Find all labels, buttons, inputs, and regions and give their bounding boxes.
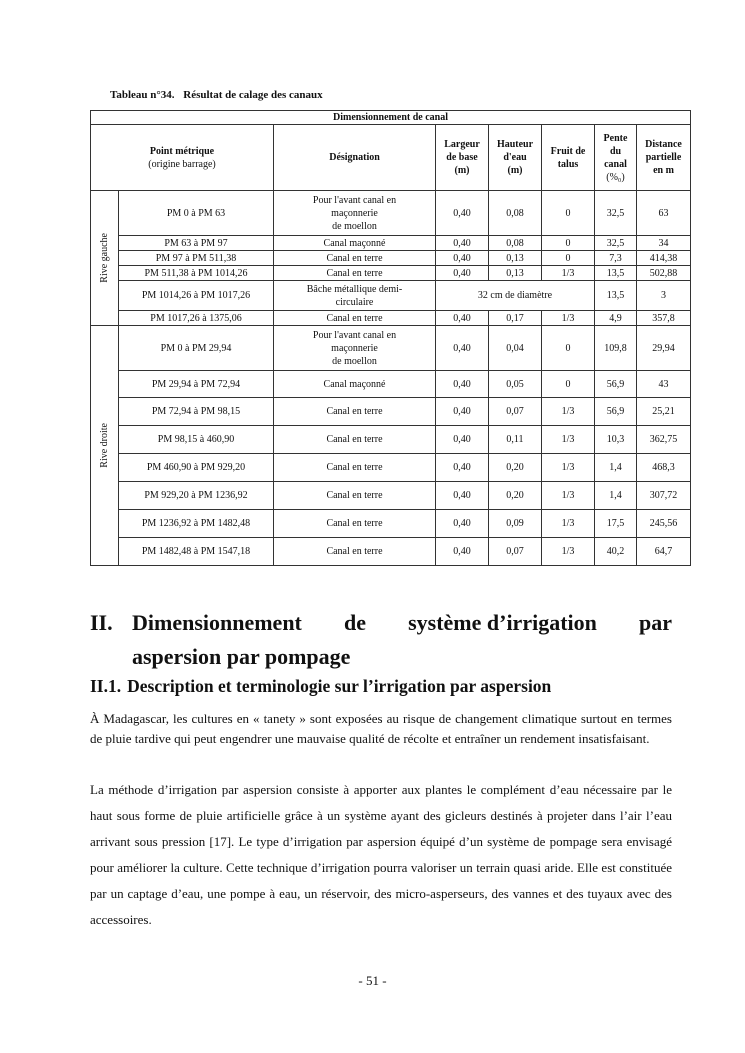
cell-fruit: 0	[542, 191, 595, 236]
cell-distance: 362,75	[637, 426, 691, 454]
cell-designation: Canal maçonné	[274, 371, 436, 398]
subsection-number: II.1.	[90, 676, 122, 696]
section-heading	[90, 606, 672, 674]
cell-pm: PM 98,15 à 460,90	[119, 426, 274, 454]
cell-fruit: 0	[542, 251, 595, 266]
cell-distance: 64,7	[637, 538, 691, 566]
cell-largeur: 0,40	[436, 482, 489, 510]
cell-fruit: 1/3	[542, 311, 595, 326]
table-caption-number: Tableau n°34.	[110, 89, 175, 101]
table-row	[91, 482, 691, 510]
header-largeur: Largeur de base (m)	[436, 125, 489, 191]
cell-pente: 56,9	[595, 398, 637, 426]
table-row	[91, 371, 691, 398]
cell-pente: 10,3	[595, 426, 637, 454]
cell-designation: Canal en terre	[274, 251, 436, 266]
cell-fruit: 1/3	[542, 426, 595, 454]
cell-hauteur: 0,05	[489, 371, 542, 398]
cell-distance: 34	[637, 236, 691, 251]
subsection-heading	[90, 676, 551, 697]
cell-pente: 40,2	[595, 538, 637, 566]
cell-fruit: 0	[542, 326, 595, 371]
table-row	[91, 281, 691, 311]
cell-pente: 13,5	[595, 266, 637, 281]
section-heading-word: de	[343, 610, 366, 635]
section-number: II.	[90, 610, 113, 635]
cell-largeur: 0,40	[436, 266, 489, 281]
cell-diameter-merged: 32 cm de diamètre	[436, 281, 595, 311]
cell-fruit: 1/3	[542, 482, 595, 510]
cell-pente: 4,9	[595, 311, 637, 326]
cell-hauteur: 0,04	[489, 326, 542, 371]
cell-designation: Canal en terre	[274, 398, 436, 426]
cell-pm: PM 0 à PM 29,94	[119, 326, 274, 371]
group-header: Dimensionnement de canal	[91, 111, 691, 125]
cell-hauteur: 0,20	[489, 454, 542, 482]
paragraph-2: La méthode d’irrigation par aspersion consiste à apporter aux plantes le complément d’eau nécessaire par le haut sous forme de pluie artificielle grâce à un système ayant des gicleurs destinés à projeter dans l’air l’eau arrivant sous pression [17]. Le type d’irrigation par aspersion équipé d’un système de pompage sera envisagé pour améliorer la culture. Cette technique d’irrigation pourra valoriser un terrain quasi aride. Elle est constituée par un captage d’eau, une pompe à eau, un réservoir, des micro-asperseurs, des vannes et des tuyaux avec des accessoires.	[90, 782, 672, 927]
cell-designation: Canal en terre	[274, 510, 436, 538]
cell-pente: 32,5	[595, 191, 637, 236]
cell-pente: 1,4	[595, 482, 637, 510]
header-point-metrique: Point métrique (origine barrage)	[91, 125, 274, 191]
cell-largeur: 0,40	[436, 191, 489, 236]
cell-hauteur: 0,07	[489, 398, 542, 426]
cell-hauteur: 0,20	[489, 482, 542, 510]
cell-hauteur: 0,13	[489, 266, 542, 281]
cell-largeur: 0,40	[436, 426, 489, 454]
table-row	[91, 311, 691, 326]
cell-pente: 7,3	[595, 251, 637, 266]
cell-distance: 414,38	[637, 251, 691, 266]
cell-hauteur: 0,08	[489, 191, 542, 236]
cell-designation: Canal maçonné	[274, 236, 436, 251]
subsection-title: Description et terminologie sur l’irrigation par aspersion	[127, 676, 552, 696]
cell-largeur: 0,40	[436, 371, 489, 398]
cell-designation: Canal en terre	[274, 426, 436, 454]
cell-distance: 43	[637, 371, 691, 398]
cell-pm: PM 72,94 à PM 98,15	[119, 398, 274, 426]
table-row	[91, 236, 691, 251]
cell-largeur: 0,40	[436, 326, 489, 371]
header-distance: Distance partielle en m	[637, 125, 691, 191]
cell-pm: PM 1482,48 à PM 1547,18	[119, 538, 274, 566]
cell-fruit: 0	[542, 371, 595, 398]
cell-fruit: 1/3	[542, 398, 595, 426]
cell-fruit: 0	[542, 236, 595, 251]
cell-fruit: 1/3	[542, 454, 595, 482]
header-designation: Désignation	[274, 125, 436, 191]
canal-calibration-table	[90, 110, 691, 566]
cell-largeur: 0,40	[436, 454, 489, 482]
rive-droite-label: Rive droite	[91, 326, 119, 566]
cell-pente: 13,5	[595, 281, 637, 311]
header-pente: Pente du canal (%₀)	[595, 125, 637, 191]
table-row	[91, 510, 691, 538]
cell-largeur: 0,40	[436, 538, 489, 566]
table-row	[91, 398, 691, 426]
cell-fruit: 1/3	[542, 510, 595, 538]
cell-hauteur: 0,17	[489, 311, 542, 326]
cell-pente: 17,5	[595, 510, 637, 538]
table-caption	[110, 89, 323, 101]
cell-pente: 1,4	[595, 454, 637, 482]
table-row	[91, 191, 691, 236]
cell-pm: PM 511,38 à PM 1014,26	[119, 266, 274, 281]
cell-largeur: 0,40	[436, 236, 489, 251]
cell-largeur: 0,40	[436, 398, 489, 426]
table-row	[91, 426, 691, 454]
cell-hauteur: 0,09	[489, 510, 542, 538]
cell-pente: 109,8	[595, 326, 637, 371]
cell-distance: 63	[637, 191, 691, 236]
section-heading-line2: aspersion par pompage	[132, 644, 351, 669]
cell-hauteur: 0,13	[489, 251, 542, 266]
cell-largeur: 0,40	[436, 510, 489, 538]
header-hauteur: Hauteur d'eau (m)	[489, 125, 542, 191]
cell-distance: 3	[637, 281, 691, 311]
cell-pm: PM 0 à PM 63	[119, 191, 274, 236]
cell-designation: Pour l'avant canal en maçonnerie de moellon	[274, 326, 436, 371]
cell-pm: PM 1017,26 à 1375,06	[119, 311, 274, 326]
cell-pm: PM 929,20 à PM 1236,92	[119, 482, 274, 510]
cell-pm: PM 460,90 à PM 929,20	[119, 454, 274, 482]
cell-largeur: 0,40	[436, 311, 489, 326]
cell-distance: 468,3	[637, 454, 691, 482]
cell-largeur: 0,40	[436, 251, 489, 266]
cell-distance: 25,21	[637, 398, 691, 426]
cell-distance: 29,94	[637, 326, 691, 371]
cell-distance: 245,56	[637, 510, 691, 538]
cell-designation: Canal en terre	[274, 482, 436, 510]
section-heading-word: système d’irrigation	[408, 610, 597, 635]
cell-distance: 357,8	[637, 311, 691, 326]
table-row	[91, 538, 691, 566]
rive-gauche-label: Rive gauche	[91, 191, 119, 326]
cell-pm: PM 1014,26 à PM 1017,26	[119, 281, 274, 311]
cell-fruit: 1/3	[542, 266, 595, 281]
cell-designation: Pour l'avant canal en maçonnerie de moellon	[274, 191, 436, 236]
table-caption-title: Résultat de calage des canaux	[183, 89, 323, 101]
cell-fruit: 1/3	[542, 538, 595, 566]
table-row	[91, 454, 691, 482]
table-row	[91, 266, 691, 281]
header-fruit: Fruit de talus	[542, 125, 595, 191]
section-heading-part: II. Dimensionnement	[90, 606, 302, 640]
cell-designation: Canal en terre	[274, 266, 436, 281]
cell-designation: Canal en terre	[274, 538, 436, 566]
cell-hauteur: 0,07	[489, 538, 542, 566]
cell-designation: Bâche métallique demi- circulaire	[274, 281, 436, 311]
cell-pm: PM 1236,92 à PM 1482,48	[119, 510, 274, 538]
paragraph-1: À Madagascar, les cultures en « tanety » sont exposées au risque de changement climatique surtout en termes de pluie tardive qui peut engendrer une mauvaise qualité de récolte et entraîner un rendement insatisfaisant.	[90, 711, 672, 746]
cell-pm: PM 97 à PM 511,38	[119, 251, 274, 266]
cell-pente: 32,5	[595, 236, 637, 251]
cell-designation: Canal en terre	[274, 311, 436, 326]
page-number: - 51 -	[358, 973, 387, 988]
cell-hauteur: 0,08	[489, 236, 542, 251]
cell-hauteur: 0,11	[489, 426, 542, 454]
cell-pente: 56,9	[595, 371, 637, 398]
section-heading-word: par	[638, 610, 672, 635]
table-row	[91, 251, 691, 266]
cell-pm: PM 29,94 à PM 72,94	[119, 371, 274, 398]
cell-distance: 502,88	[637, 266, 691, 281]
cell-designation: Canal en terre	[274, 454, 436, 482]
cell-distance: 307,72	[637, 482, 691, 510]
table-row	[91, 326, 691, 371]
cell-pm: PM 63 à PM 97	[119, 236, 274, 251]
